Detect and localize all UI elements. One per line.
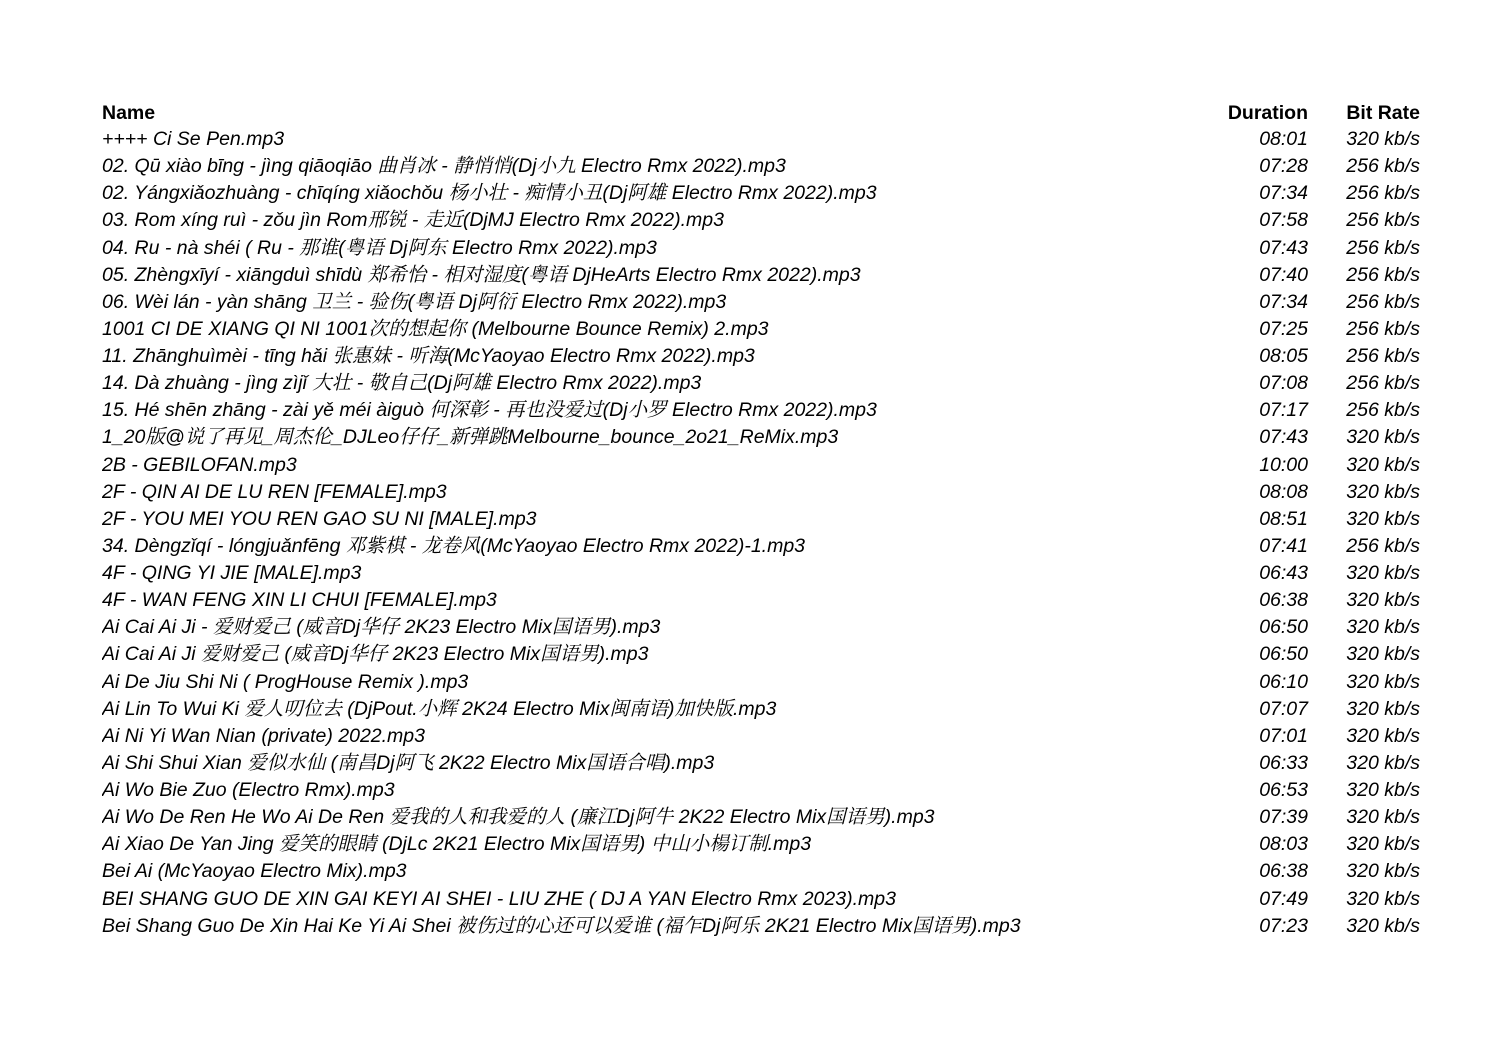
track-duration: 07:23 [1259, 914, 1308, 937]
table-body [102, 126, 1420, 940]
track-name: 05. Zhèngxīyí - xiāngduì shīdù 郑希怡 - 相对湿度(粤语 DjHeArts Electro Rmx 2022).mp3 [102, 263, 861, 286]
track-duration: 07:25 [1259, 317, 1308, 340]
track-duration: 06:50 [1259, 616, 1308, 639]
track-bitrate: 320 kb/s [1346, 860, 1420, 883]
track-name: 14. Dà zhuàng - jìng zìjǐ 大壮 - 敬自己(Dj阿雄 Electro Rmx 2022).mp3 [102, 372, 702, 395]
table-row [102, 126, 1420, 153]
track-bitrate: 320 kb/s [1346, 670, 1420, 693]
table-row [102, 316, 1420, 343]
track-name: 06. Wèi lán - yàn shāng 卫兰 - 验伤(粤语 Dj阿衍 Electro Rmx 2022).mp3 [102, 290, 727, 313]
table-row [102, 479, 1420, 506]
table-row [102, 452, 1420, 479]
track-bitrate: 320 kb/s [1346, 616, 1420, 639]
track-duration: 07:43 [1259, 236, 1308, 259]
track-name: 04. Ru - nà shéi ( Ru - 那谁(粤语 Dj阿东 Electro Rmx 2022).mp3 [102, 236, 657, 259]
track-bitrate: 320 kb/s [1346, 751, 1420, 774]
track-name: 11. Zhānghuìmèi - tīng hǎi 张惠妹 - 听海(McYaoyao Electro Rmx 2022).mp3 [102, 345, 755, 367]
track-duration: 10:00 [1259, 453, 1308, 476]
track-name: Ai Wo Bie Zuo (Electro Rmx).mp3 [102, 779, 395, 801]
table-row [102, 153, 1420, 180]
track-duration: 08:08 [1259, 480, 1308, 503]
table-row [102, 207, 1420, 234]
track-name: 02. Qū xiào bīng - jìng qiāoqiāo 曲肖冰 - 静悄悄(Dj小九 Electro Rmx 2022).mp3 [102, 155, 786, 178]
table-row [102, 777, 1420, 804]
track-bitrate: 256 kb/s [1346, 290, 1420, 313]
table-row [102, 506, 1420, 533]
track-name: 2F - YOU MEI YOU REN GAO SU NI [MALE].mp3 [102, 507, 537, 530]
track-name: Ai Cai Ai Ji 爱财爱己 (威音Dj华仔 2K23 Electro Mix国语男).mp3 [102, 643, 649, 666]
table-row [102, 235, 1420, 262]
track-bitrate: 320 kb/s [1346, 128, 1420, 150]
track-bitrate: 256 kb/s [1346, 345, 1420, 367]
table-row [102, 886, 1420, 913]
table-row [102, 397, 1420, 424]
track-name: Ai Wo De Ren He Wo Ai De Ren 爱我的人和我爱的人 (廉江Dj阿牛 2K22 Electro Mix国语男).mp3 [102, 806, 935, 829]
track-name: 4F - WAN FENG XIN LI CHUI [FEMALE].mp3 [102, 589, 497, 612]
track-name: Ai Cai Ai Ji - 爱财爱己 (威音Dj华仔 2K23 Electro Mix国语男).mp3 [102, 616, 661, 639]
track-duration: 07:43 [1259, 426, 1308, 449]
track-duration: 08:03 [1259, 833, 1308, 856]
track-bitrate: 256 kb/s [1346, 209, 1420, 232]
track-duration: 06:53 [1259, 779, 1308, 801]
track-duration: 07:34 [1259, 290, 1308, 313]
track-bitrate: 320 kb/s [1346, 426, 1420, 449]
track-bitrate: 256 kb/s [1346, 155, 1420, 178]
track-list-table [102, 100, 1420, 940]
track-bitrate: 256 kb/s [1346, 263, 1420, 286]
table-row [102, 913, 1420, 940]
track-bitrate: 320 kb/s [1346, 833, 1420, 856]
track-name: 15. Hé shēn zhāng - zài yě méi àiguò 何深彰 - 再也没爱过(Dj小罗 Electro Rmx 2022).mp3 [102, 399, 877, 422]
header-bitrate: Bit Rate [1346, 102, 1420, 124]
track-bitrate: 320 kb/s [1346, 562, 1420, 584]
track-name: Ai Ni Yi Wan Nian (private) 2022.mp3 [102, 724, 425, 747]
table-row [102, 262, 1420, 289]
track-duration: 07:40 [1259, 263, 1308, 286]
track-bitrate: 320 kb/s [1346, 806, 1420, 829]
track-bitrate: 320 kb/s [1346, 507, 1420, 530]
track-name: Ai Shi Shui Xian 爱似水仙 (南昌Dj阿飞 2K22 Electro Mix国语合唱).mp3 [102, 751, 715, 774]
track-bitrate: 256 kb/s [1346, 182, 1420, 205]
table-row [102, 696, 1420, 723]
track-name: 4F - QING YI JIE [MALE].mp3 [102, 562, 362, 584]
track-duration: 06:10 [1259, 670, 1308, 693]
table-row [102, 180, 1420, 207]
track-duration: 06:38 [1259, 860, 1308, 883]
table-row [102, 641, 1420, 668]
table-row [102, 587, 1420, 614]
track-duration: 07:39 [1259, 806, 1308, 829]
track-duration: 07:41 [1259, 534, 1308, 557]
track-duration: 06:33 [1259, 751, 1308, 774]
track-name: 1_20版@说了再见_周杰伦_DJLeo仔仔_新弹跳Melbourne_bounce_2o21_ReMix.mp3 [102, 426, 839, 449]
track-bitrate: 256 kb/s [1346, 534, 1420, 557]
track-bitrate: 320 kb/s [1346, 724, 1420, 747]
track-name: 1001 CI DE XIANG QI NI 1001次的想起你 (Melbourne Bounce Remix) 2.mp3 [102, 317, 769, 340]
track-duration: 07:58 [1259, 209, 1308, 232]
track-bitrate: 256 kb/s [1346, 236, 1420, 259]
track-duration: 08:05 [1259, 345, 1308, 367]
track-bitrate: 256 kb/s [1346, 317, 1420, 340]
track-bitrate: 320 kb/s [1346, 643, 1420, 666]
track-bitrate: 320 kb/s [1346, 589, 1420, 612]
track-bitrate: 256 kb/s [1346, 399, 1420, 422]
track-name: 2F - QIN AI DE LU REN [FEMALE].mp3 [102, 480, 447, 503]
track-name: 03. Rom xíng ruì - zǒu jìn Rom邢锐 - 走近(DjMJ Electro Rmx 2022).mp3 [102, 209, 724, 232]
track-bitrate: 256 kb/s [1346, 372, 1420, 395]
track-duration: 07:17 [1259, 399, 1308, 422]
track-duration: 07:01 [1259, 724, 1308, 747]
track-name: BEI SHANG GUO DE XIN GAI KEYI AI SHEI - LIU ZHE ( DJ A YAN Electro Rmx 2023).mp3 [102, 887, 896, 910]
track-duration: 07:49 [1259, 887, 1308, 910]
table-row [102, 723, 1420, 750]
table-row [102, 669, 1420, 696]
track-bitrate: 320 kb/s [1346, 697, 1420, 720]
table-row [102, 831, 1420, 858]
track-duration: 07:34 [1259, 182, 1308, 205]
track-name: Ai De Jiu Shi Ni ( ProgHouse Remix ).mp3 [102, 670, 469, 693]
track-bitrate: 320 kb/s [1346, 480, 1420, 503]
table-row [102, 533, 1420, 560]
track-bitrate: 320 kb/s [1346, 887, 1420, 910]
track-name: 02. Yángxiǎozhuàng - chīqíng xiǎochǒu 杨小壮 - 痴情小丑(Dj阿雄 Electro Rmx 2022).mp3 [102, 182, 877, 205]
table-row [102, 858, 1420, 885]
header-duration: Duration [1227, 102, 1308, 124]
track-name: Ai Lin To Wui Ki 爱人叨位去 (DjPout.小辉 2K24 Electro Mix闽南语)加快版.mp3 [102, 697, 777, 720]
table-row [102, 750, 1420, 777]
track-duration: 08:01 [1259, 128, 1308, 150]
table-row [102, 804, 1420, 831]
table-row [102, 289, 1420, 316]
table-header [102, 100, 1420, 126]
track-bitrate: 320 kb/s [1346, 453, 1420, 476]
header-name: Name [102, 102, 156, 124]
track-duration: 06:50 [1259, 643, 1308, 666]
track-bitrate: 320 kb/s [1346, 779, 1420, 801]
table-row [102, 343, 1420, 370]
track-duration: 07:08 [1259, 372, 1308, 395]
track-name: Bei Ai (McYaoyao Electro Mix).mp3 [102, 860, 407, 883]
table-row [102, 560, 1420, 587]
table-row [102, 614, 1420, 641]
track-name: Ai Xiao De Yan Jing 爱笑的眼睛 (DjLc 2K21 Electro Mix国语男) 中山小楊订制.mp3 [102, 833, 812, 856]
track-duration: 06:43 [1259, 562, 1308, 584]
track-name: 34. Dèngzǐqí - lóngjuǎnfēng 邓紫棋 - 龙卷风(McYaoyao Electro Rmx 2022)-1.mp3 [102, 534, 806, 557]
table-row [102, 424, 1420, 451]
track-duration: 07:07 [1259, 697, 1308, 720]
table-row [102, 370, 1420, 397]
track-name: Bei Shang Guo De Xin Hai Ke Yi Ai Shei 被伤过的心还可以爱谁 (福乍Dj阿乐 2K21 Electro Mix国语男).mp3 [102, 914, 1021, 937]
track-name: 2B - GEBILOFAN.mp3 [102, 453, 297, 476]
track-duration: 06:38 [1259, 589, 1308, 612]
track-duration: 07:28 [1259, 155, 1308, 178]
track-duration: 08:51 [1259, 507, 1308, 530]
track-name: ++++ Ci Se Pen.mp3 [102, 128, 285, 150]
track-bitrate: 320 kb/s [1346, 914, 1420, 937]
